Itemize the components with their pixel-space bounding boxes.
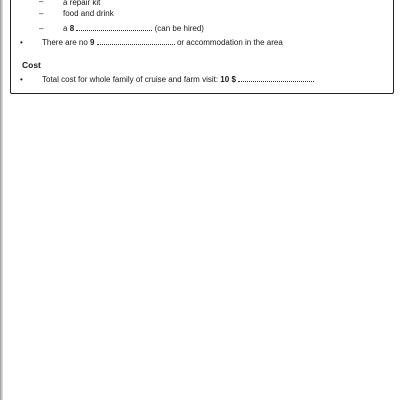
- question-number-8: 8: [69, 24, 75, 33]
- question-10-line: [42, 75, 314, 84]
- question-number-10: 10: [220, 75, 230, 84]
- currency-symbol: $: [231, 75, 236, 84]
- q8-prefix: a: [63, 24, 68, 33]
- cost-line-prefix: Total cost for whole family of cruise and farm visit:: [42, 75, 219, 84]
- dash-marker: –: [39, 9, 44, 18]
- bullet-marker: •: [20, 75, 23, 84]
- bullet-marker: •: [20, 38, 23, 47]
- question-9-line: [42, 38, 283, 47]
- answer-blank-9[interactable]: [97, 38, 175, 45]
- cost-heading: Cost: [22, 60, 41, 70]
- q9-prefix: There are no: [42, 38, 88, 47]
- notes-panel: [10, 0, 394, 94]
- page-edge-shadow: [0, 0, 3, 400]
- answer-blank-8[interactable]: [76, 24, 152, 31]
- question-8-line: [63, 24, 204, 33]
- answer-blank-10[interactable]: [238, 75, 314, 82]
- cut-off-item: a repair kit: [63, 0, 101, 7]
- dash-marker: –: [39, 0, 44, 6]
- q9-suffix: or accommodation in the area: [176, 38, 283, 47]
- dash-marker: –: [39, 24, 44, 33]
- q8-suffix: (can be hired): [154, 24, 204, 33]
- question-number-9: 9: [90, 38, 95, 47]
- item-food: food and drink: [63, 9, 114, 18]
